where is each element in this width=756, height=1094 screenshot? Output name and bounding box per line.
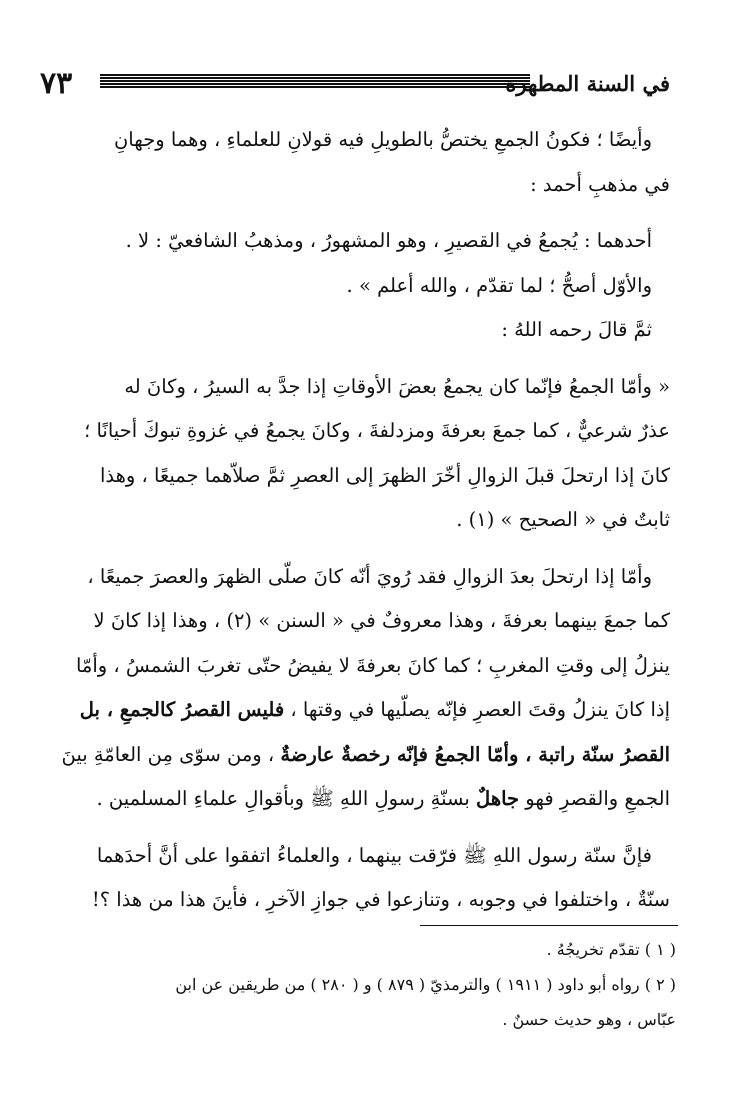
text-line: [44, 733, 670, 778]
footnote-1: ( ١ ) تقدّم تخريجُهُ .: [546, 940, 676, 959]
footnote-2: ( ٢ ) رواه أبو داود ( ١٩١١ ) والترمذيّ ( ٨٧٩ ) و ( ٢٨٠ ) من طريقين عن ابن: [175, 975, 676, 994]
text-line: كما جمعَ بينهما بعرفةَ ، وهذا معروفٌ في « السنن » (٢) ، وهذا إذا كانَ لا: [93, 609, 670, 632]
text-line: أحدهما : يُجمعُ في القصيرِ ، وهو المشهورُ ، ومذهبُ الشافعيّ : لا .: [125, 229, 652, 252]
bold-text: جاهلٌ: [476, 787, 520, 810]
text-run: ، ومن سوّى مِن العامّةِ بينَ: [61, 742, 275, 766]
text-line: ينزلُ إلى وقتِ المغربِ ؛ كما كانَ بعرفةَ لا يفيضُ حتّى تغربَ الشمسُ ، وأمّا: [75, 653, 670, 677]
text-line: سنّةٌ ، واختلفوا في وجوبه ، وتنازعوا في جوازِ الآخرِ ، فأينَ هذا من هذا ؟!: [91, 888, 670, 911]
page-header: [40, 62, 670, 106]
header-rule: [100, 74, 530, 88]
main-text: [44, 118, 670, 923]
text-line: عذرٌ شرعيٌّ ، كما جمعَ بعرفةَ ومزدلفةَ ، وكانَ يجمعُ في غزوةِ تبوكَ أحيانًا ؛: [84, 419, 670, 442]
footnotes: [44, 932, 676, 1037]
footnote-2-continued: عبّاس ، وهو حديث حسنٌ .: [502, 1010, 676, 1029]
text-line: والأوّل أصحُّ ؛ لما تقدّم ، والله أعلم » .: [346, 273, 652, 297]
page-number: ٧٣: [40, 66, 73, 101]
text-line: [44, 777, 670, 822]
text-line: ثابتٌ في « الصحيح » (١) .: [456, 508, 670, 531]
text-line: وأيضًا ؛ فكونُ الجمعِ يختصُّ بالطويلِ فيه قولانِ للعلماءِ ، وهما وجهانِ: [113, 128, 652, 151]
text-run: الجمعِ والقصرِ فهو: [525, 787, 670, 810]
running-title: في السنة المطهرة: [505, 71, 670, 96]
text-line: فإنَّ سنّة رسول اللهِ ﷺ فرّقت بينهما ، والعلماءُ اتفقوا على أنَّ أحدَهما: [96, 843, 652, 867]
text-line: كانَ إذا ارتحلَ قبلَ الزوالِ أخّرَ الظهرَ إلى العصرِ ثمَّ صلاّهما جميعًا ، وهذا: [99, 463, 670, 487]
text-run: إذا كانَ ينزلُ وقتَ العصرِ فإنّه يصلّيها في وقتها ،: [290, 698, 670, 721]
footnote-divider: [420, 925, 678, 926]
text-line: « وأمّا الجمعُ فإنّما كان يجمعُ بعضَ الأوقاتِ إذا جدَّ به السيرُ ، وكانَ له: [124, 374, 670, 398]
text-line: وأمّا إذا ارتحلَ بعدَ الزوالِ فقد رُويَ أنّه كانَ صلّى الظهرَ والعصرَ جميعًا ،: [87, 564, 652, 588]
text-run: بسنّةِ رسولِ اللهِ ﷺ وبأقوالِ علماءِ المسلمين .: [96, 787, 470, 810]
bold-text: القصرُ سنّة راتبة ، وأمّا الجمعُ فإنّه رخصةٌ عارضةٌ: [280, 742, 670, 766]
text-line: ثمَّ قالَ رحمه اللهُ :: [501, 318, 652, 341]
text-line: في مذهبِ أحمد :: [530, 172, 670, 196]
text-line: [44, 688, 670, 733]
bold-text: فليس القصرُ كالجمعِ ، بل: [79, 698, 285, 721]
